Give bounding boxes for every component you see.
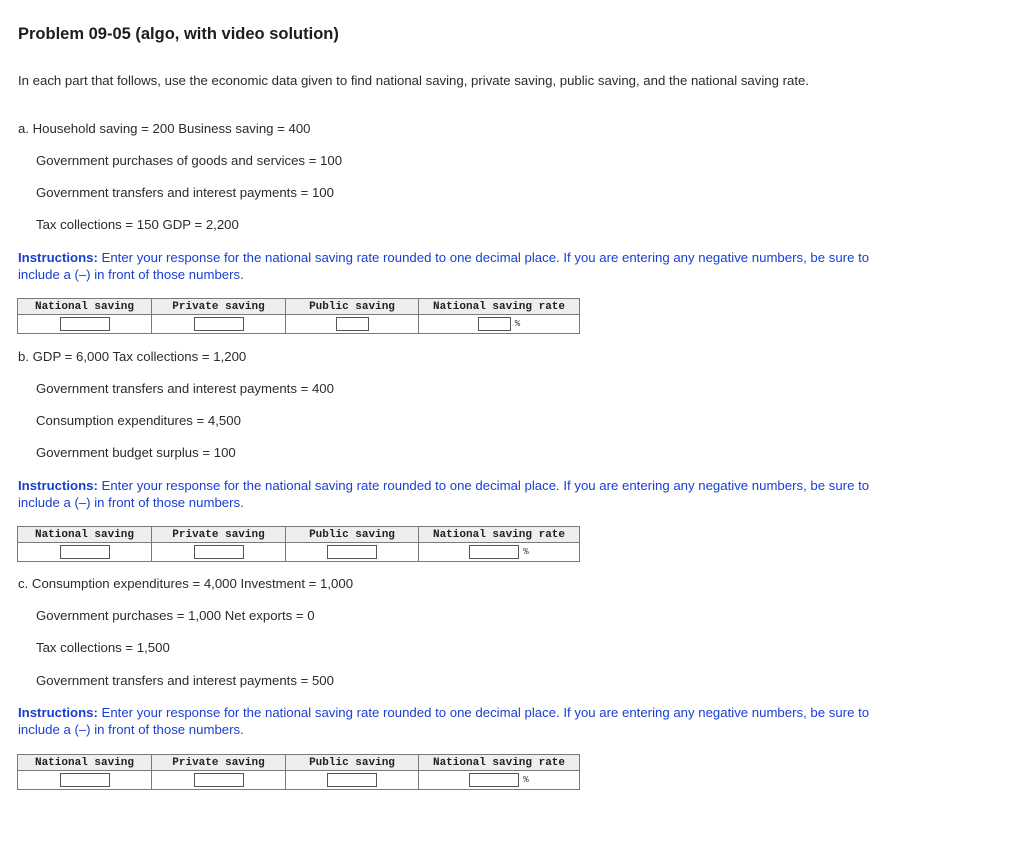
part-c-line-1: c. Consumption expenditures = 4,000 Investment = 1,000 [18,576,354,591]
part-c-private-saving-input[interactable] [194,773,244,787]
percent-sign: % [523,546,529,557]
header-public-saving: Public saving [286,527,419,543]
part-b-public-saving-input[interactable] [327,545,377,559]
part-b-private-saving-input[interactable] [194,545,244,559]
header-private-saving: Private saving [152,755,286,771]
cell-public-saving [286,543,419,562]
header-national-saving-rate: National saving rate [419,527,580,543]
part-c-instructions [18,704,878,738]
cell-private-saving [152,771,286,790]
header-national-saving-rate: National saving rate [419,755,580,771]
cell-national-saving-rate [419,315,580,334]
percent-sign: % [514,318,521,329]
part-b-line-2: Government transfers and interest payments = 400 [36,381,334,396]
part-a-line-2: Government purchases of goods and services = 100 [36,153,343,168]
cell-private-saving [152,543,286,562]
part-b-instructions [18,477,878,511]
part-a-line-1: a. Household saving = 200 Business saving = 400 [18,121,311,136]
cell-private-saving [152,315,286,334]
instructions-lead: Instructions: [18,705,98,720]
part-c-answer-table [17,754,580,790]
part-c-national-saving-rate-input[interactable] [469,773,519,787]
cell-national-saving [18,771,152,790]
part-b-line-4: Government budget surplus = 100 [36,445,236,460]
header-public-saving: Public saving [286,299,419,315]
part-a-instructions [18,249,878,283]
part-b-national-saving-input[interactable] [60,545,110,559]
part-a-national-saving-input[interactable] [60,317,110,331]
part-b-line-3: Consumption expenditures = 4,500 [36,413,241,428]
header-private-saving: Private saving [152,527,286,543]
cell-public-saving [286,771,419,790]
percent-sign: % [523,774,529,785]
instructions-text: Enter your response for the national saving rate rounded to one decimal place. If you are entering any negative numbers, be sure to include a (–) in front of those numbers. [18,705,870,737]
header-public-saving: Public saving [286,755,419,771]
part-a-national-saving-rate-input[interactable] [478,317,511,331]
part-a-line-4: Tax collections = 150 GDP = 2,200 [36,217,239,232]
intro-text: In each part that follows, use the economic data given to find national saving, private saving, public saving, and the national saving rate. [18,73,810,88]
instructions-lead: Instructions: [18,250,98,265]
part-a-answer-table [17,298,580,334]
cell-national-saving [18,315,152,334]
part-a-private-saving-input[interactable] [194,317,244,331]
header-national-saving: National saving [18,755,152,771]
header-national-saving-rate: National saving rate [419,299,580,315]
part-a-public-saving-input[interactable] [336,317,369,331]
instructions-text: Enter your response for the national saving rate rounded to one decimal place. If you are entering any negative numbers, be sure to include a (–) in front of those numbers. [18,250,870,282]
instructions-text: Enter your response for the national saving rate rounded to one decimal place. If you are entering any negative numbers, be sure to include a (–) in front of those numbers. [18,478,870,510]
cell-national-saving-rate [419,543,580,562]
header-private-saving: Private saving [152,299,286,315]
page-title: Problem 09-05 (algo, with video solution) [18,25,339,43]
cell-public-saving [286,315,419,334]
header-national-saving: National saving [18,299,152,315]
part-b-national-saving-rate-input[interactable] [469,545,519,559]
part-b-line-1: b. GDP = 6,000 Tax collections = 1,200 [18,349,247,364]
instructions-lead: Instructions: [18,478,98,493]
header-national-saving: National saving [18,527,152,543]
cell-national-saving-rate [419,771,580,790]
cell-national-saving [18,543,152,562]
part-c-line-4: Government transfers and interest payments = 500 [36,673,334,688]
part-b-answer-table [17,526,580,562]
part-c-line-3: Tax collections = 1,500 [36,640,170,655]
part-c-line-2: Government purchases = 1,000 Net exports = 0 [36,608,315,623]
part-c-public-saving-input[interactable] [327,773,377,787]
part-c-national-saving-input[interactable] [60,773,110,787]
part-a-line-3: Government transfers and interest payments = 100 [36,185,334,200]
